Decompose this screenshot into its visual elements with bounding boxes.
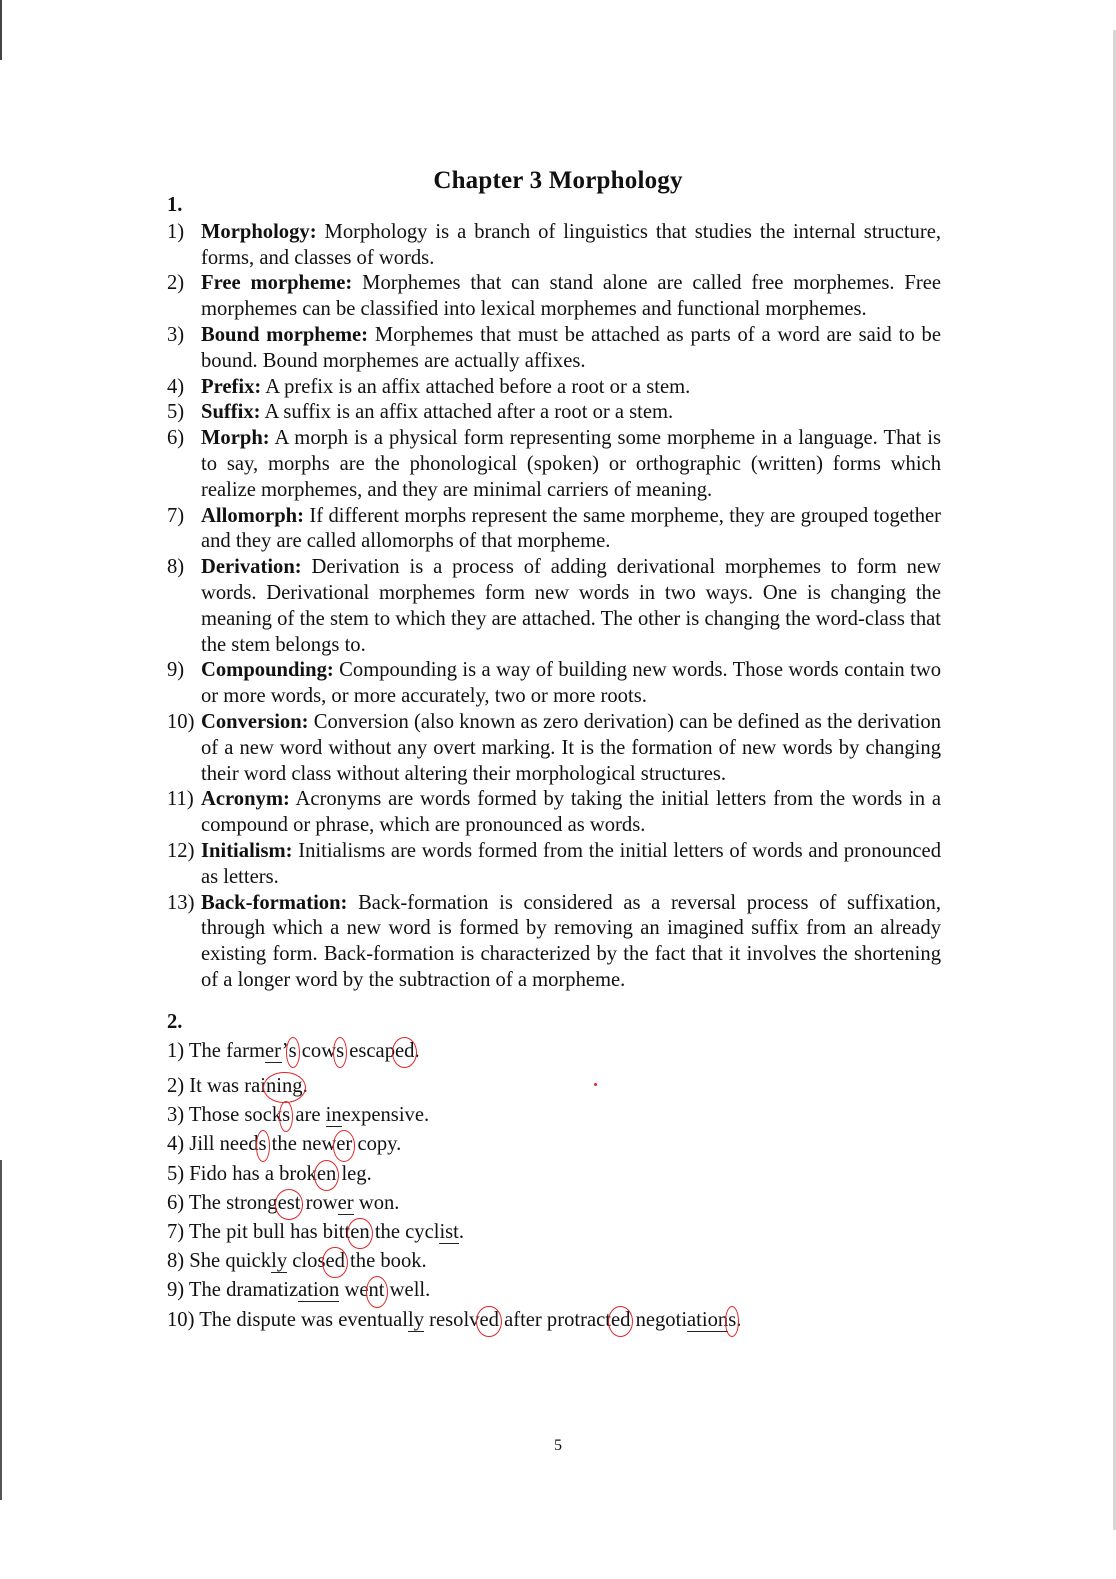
item-body (201, 220, 941, 272)
list-item (167, 400, 941, 426)
item-number: 12) (167, 839, 195, 862)
sentence-item (167, 1218, 941, 1247)
section-definitions (167, 193, 941, 994)
underlined-morpheme: ation (298, 1279, 340, 1302)
circled-morpheme: nt (369, 1276, 385, 1305)
definition-text: Acronyms are words formed by taking the initial letters from the words in a compound or phrase, which are pronounced as words. (201, 788, 941, 837)
annotation-dot (594, 1083, 597, 1086)
item-body (201, 323, 941, 375)
underlined-morpheme: ation (687, 1308, 729, 1331)
term: Initialism: (201, 839, 293, 862)
definition-text: Morphology is a branch of linguistics that studies the internal structure, forms, and classes of words. (201, 220, 941, 269)
item-body (201, 426, 941, 503)
list-item (167, 375, 941, 401)
sentence-text: after protract (498, 1308, 611, 1331)
circled-morpheme: s (259, 1130, 267, 1159)
definition-text: A suffix is an affix attached after a root or a stem. (260, 401, 674, 424)
sentence-list (167, 1037, 941, 1335)
definition-text: If different morphs represent the same morpheme, they are grouped together and they are called allomorphs of that morpheme. (201, 504, 941, 553)
item-number: 10) (167, 710, 195, 733)
sentence-text: 9) The dramatiz (167, 1279, 299, 1302)
circled-morpheme: en (317, 1160, 336, 1189)
definition-text: Morphemes that must be attached as parts of a word are said to be bound. Bound morphemes are actually affixes. (201, 323, 941, 372)
list-item (167, 271, 941, 323)
section-analysis (167, 1010, 941, 1335)
section-number: 1. (167, 194, 183, 216)
circled-morpheme: est (278, 1189, 301, 1218)
underlined-morpheme: er (337, 1191, 354, 1214)
sentence-text: resolv (424, 1308, 480, 1331)
circled-morpheme: ed (611, 1306, 630, 1335)
term: Prefix: (201, 375, 262, 398)
circled-morpheme: ning (266, 1072, 303, 1101)
item-body (201, 375, 941, 401)
sentence-text: . (414, 1039, 420, 1062)
sentence-text: 8) She quick (167, 1250, 272, 1273)
item-number: 4) (167, 375, 185, 398)
sentence-text: we (339, 1279, 369, 1302)
underlined-morpheme: er (264, 1039, 282, 1062)
definition-text: Derivation is a process of adding derivational morphemes to form new words. Derivational morphemes form new words in two ways. One is changing the meaning of the stem to which they are attached. The other is changing the word-class that the stem belongs to. (201, 556, 941, 656)
circled-morpheme: s (728, 1306, 736, 1335)
item-number: 2) (167, 272, 185, 295)
term: Allomorph: (201, 504, 304, 527)
circled-morpheme: ed (325, 1247, 344, 1276)
item-body (201, 891, 941, 994)
item-body (201, 400, 941, 426)
list-item (167, 504, 941, 556)
item-body (201, 839, 941, 891)
circled-morpheme: er (336, 1130, 352, 1159)
sentence-text: cow (296, 1039, 337, 1062)
definition-text: Back-formation is considered as a reversal process of suffixation, through which a new word is formed by removing an imagined suffix from an already existing form. Back-formation is characterized by the fact that it involves the shortening of a longer word by the subtraction of a morpheme. (201, 891, 941, 991)
item-number: 5) (167, 401, 185, 424)
sentence-item (167, 1189, 941, 1218)
item-body (201, 555, 941, 658)
sentence-text: 1) The farm (167, 1039, 265, 1062)
circled-morpheme: ed (395, 1037, 414, 1066)
sentence-text: the cycl (369, 1221, 440, 1244)
circled-morpheme: s (336, 1037, 344, 1066)
item-number: 7) (167, 504, 185, 527)
list-item (167, 787, 941, 839)
item-number: 9) (167, 659, 185, 682)
sentence-text: 4) Jill need (167, 1133, 259, 1156)
sentence-text: won. (353, 1191, 400, 1214)
term: Back-formation: (201, 891, 348, 914)
sentence-text: 10) The dispute was eventual (167, 1308, 408, 1331)
sentence-text: 7) The pit bull has bitt (167, 1221, 351, 1244)
term: Morphology: (201, 220, 317, 243)
sentence-text: 2) It was rai (167, 1075, 266, 1097)
definition-text: A prefix is an affix attached before a root or a stem. (261, 375, 691, 398)
sentence-item (167, 1037, 941, 1066)
sentence-text: row (300, 1191, 338, 1214)
item-body (201, 504, 941, 556)
item-body (201, 710, 941, 787)
sentence-item (167, 1160, 941, 1189)
sentence-text: ’ (281, 1039, 289, 1062)
term: Morph: (201, 427, 270, 450)
circled-morpheme: en (350, 1218, 369, 1247)
sentence-item (167, 1306, 941, 1335)
list-item (167, 323, 941, 375)
sentence-item (167, 1130, 941, 1159)
term: Conversion: (201, 710, 309, 733)
sentence-text: negoti (630, 1308, 688, 1331)
scan-edge-mark (0, 0, 2, 60)
page-number: 5 (554, 1437, 562, 1454)
item-number: 1) (167, 220, 185, 243)
term: Bound morpheme: (201, 323, 369, 346)
list-item (167, 426, 941, 503)
list-item (167, 658, 941, 710)
sentence-text: copy. (352, 1133, 402, 1156)
definition-text: A morph is a physical form representing some morpheme in a language. That is to say, morphs are the phonological (spoken) or orthographic (written) forms which realize morphemes, and they are minimal carriers of meaning. (201, 427, 941, 501)
sentence-text: well. (384, 1279, 431, 1302)
sentence-text: . (302, 1075, 308, 1097)
sentence-text: the new (266, 1133, 337, 1156)
underlined-morpheme: ist (439, 1221, 459, 1244)
list-item (167, 710, 941, 787)
page-title: Chapter 3 Morphology (433, 166, 683, 194)
underlined-morpheme: ly (407, 1308, 424, 1331)
sentence-text: clos (287, 1250, 326, 1273)
sentence-text: leg. (336, 1162, 372, 1185)
item-number: 11) (167, 788, 194, 811)
list-item (167, 220, 941, 272)
definition-text: Initialisms are words formed from the initial letters of words and pronounced as letters. (201, 839, 941, 888)
item-body (201, 658, 941, 710)
sentence-text: expensive. (341, 1104, 430, 1127)
item-number: 6) (167, 427, 185, 450)
underlined-morpheme: ly (271, 1250, 288, 1273)
sentence-text: the book. (344, 1250, 427, 1273)
list-item (167, 891, 941, 994)
term: Free morpheme: (201, 272, 353, 295)
definition-text: Conversion (also known as zero derivation) can be defined as the derivation of a new word without any overt marking. It is the formation of new words by changing their word class without altering their morphological structures. (201, 710, 941, 785)
sentence-text: escap (344, 1039, 395, 1062)
sentence-item (167, 1276, 941, 1305)
sentence-text: . (736, 1308, 742, 1331)
item-number: 13) (167, 891, 195, 914)
sentence-item (167, 1247, 941, 1276)
sentence-text: . (458, 1221, 465, 1244)
circled-morpheme: s (282, 1101, 290, 1130)
definition-text: Morphemes that can stand alone are called free morphemes. Free morphemes can be classified into lexical morphemes and functional morphemes. (201, 272, 941, 321)
sentence-item (167, 1072, 941, 1101)
sentence-text: 5) Fido has a brok (167, 1162, 317, 1185)
sentence-text: 3) Those sock (167, 1104, 283, 1127)
item-body (201, 271, 941, 323)
term: Compounding: (201, 659, 334, 682)
term: Acronym: (201, 788, 290, 811)
definition-list (167, 220, 941, 994)
circled-morpheme: ed (479, 1306, 498, 1335)
sentence-text: 6) The strong (167, 1191, 278, 1214)
item-number: 3) (167, 323, 185, 346)
underlined-morpheme: in (325, 1104, 342, 1127)
item-body (201, 787, 941, 839)
term: Suffix: (201, 401, 261, 424)
term: Derivation: (201, 556, 302, 579)
list-item (167, 839, 941, 891)
circled-morpheme: s (289, 1037, 297, 1066)
item-number: 8) (167, 556, 185, 579)
section-number: 2. (167, 1011, 183, 1033)
sentence-text: are (290, 1104, 326, 1127)
definition-text: Compounding is a way of building new words. Those words contain two or more words, or more accurately, two or more roots. (201, 659, 941, 708)
list-item (167, 555, 941, 658)
sentence-item (167, 1101, 941, 1130)
